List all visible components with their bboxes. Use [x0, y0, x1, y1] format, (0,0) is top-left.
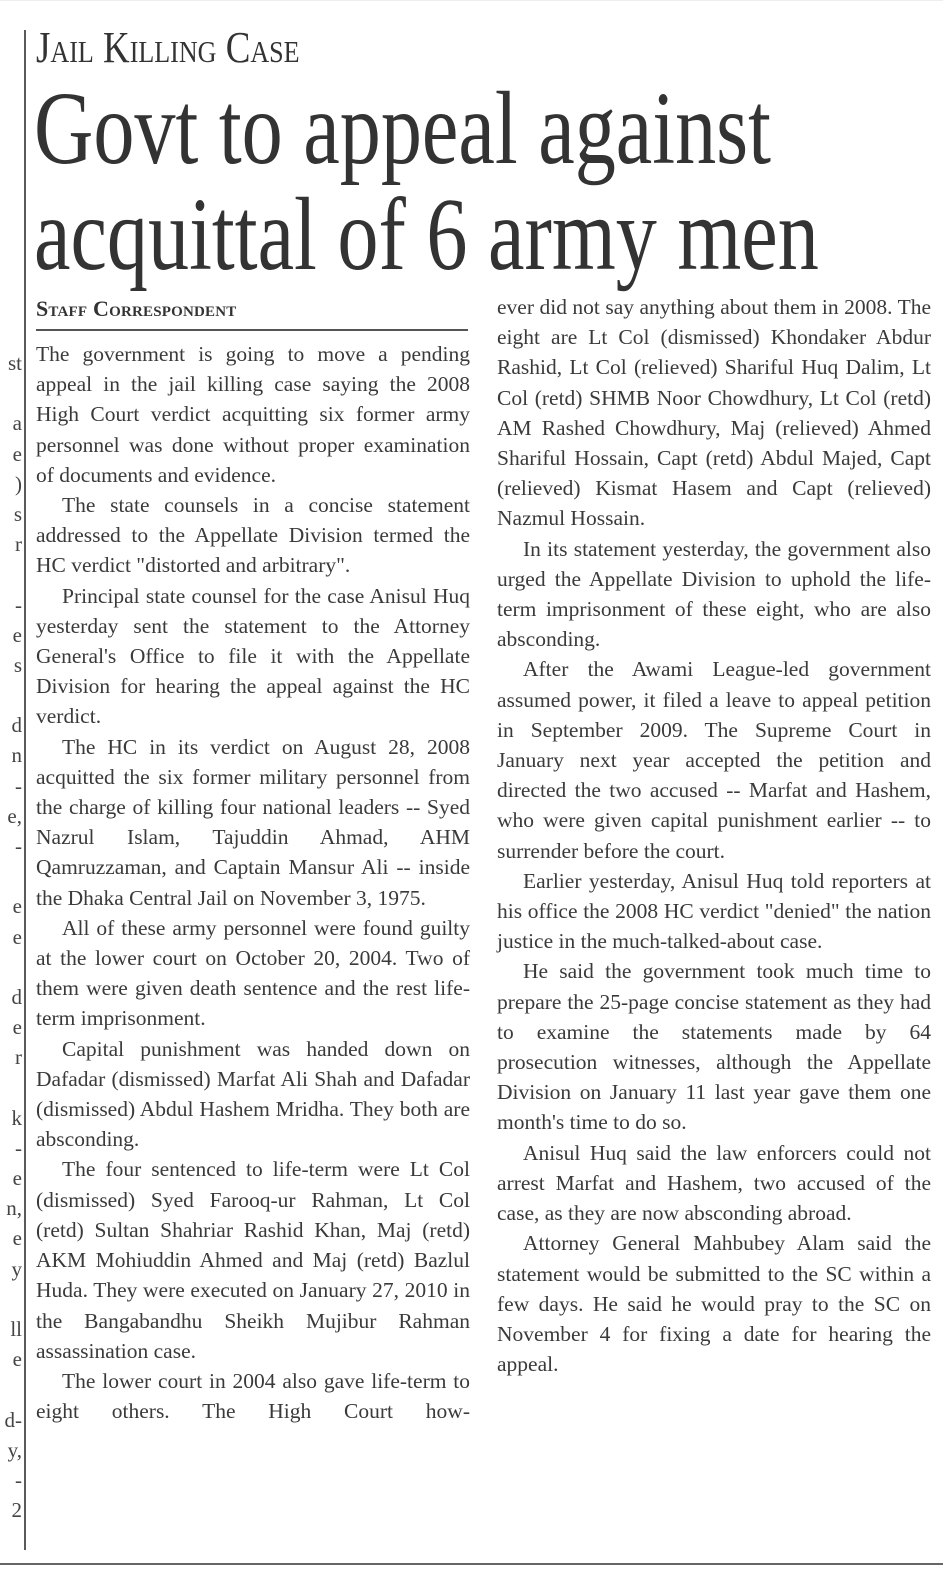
fragment-text: e	[12, 1226, 22, 1251]
fragment-text: d	[11, 713, 22, 738]
fragment-text: y,	[7, 1437, 22, 1462]
fragment-text	[0, 861, 22, 891]
fragment-text: e	[12, 1166, 22, 1191]
article-headline	[34, 71, 943, 292]
paragraph: The lower court in 2004 also gave life-term to eight others. The High Court how-	[36, 1368, 470, 1424]
top-border	[0, 0, 943, 1]
fragment-text: e	[12, 1015, 22, 1040]
fragment-text: -	[15, 1467, 22, 1492]
article-column-1	[36, 339, 470, 1426]
column-divider-rule	[24, 30, 26, 1550]
fragment-text: n	[11, 743, 22, 768]
fragment-text: d-	[4, 1407, 22, 1432]
fragment-text	[0, 952, 22, 982]
fragment-text: r	[15, 1045, 22, 1070]
paragraph: In its statement yesterday, the government also urged the Appellate Division to uphold the life-term imprisonment of these eight, who are also absconding.	[497, 536, 931, 652]
fragment-text: n,	[6, 1196, 22, 1221]
paragraph: The state counsels in a concise statement addressed to the Appellate Division termed the HC verdict "distorted and arbitrary".	[36, 493, 470, 578]
paragraph: After the Awami League-led government assumed power, it filed a leave to appeal petition in September 2009. The Supreme Court in January next year accepted the petition and directed the two accused -- Marfat and Hashem, who were given capital punishment earlier -- to surrender before the court.	[497, 657, 931, 863]
fragment-text: s	[13, 652, 22, 677]
paragraph: The HC in its verdict on August 28, 2008 acquitted the six former military personnel from the charge of killing four national leaders -- Syed Nazrul Islam, Tajuddin Ahmad, AHM Qamruzzaman, and Captain Mansur Ali -- inside the Dhaka Central Jail on November 3, 1975.	[36, 734, 470, 910]
adjacent-article-fragment-column	[0, 348, 22, 1525]
paragraph: The government is going to move a pending appeal in the jail killing case saying the 2008 High Court verdict acquitting six former army personnel was done without proper examination of documents and evidence.	[36, 342, 470, 487]
fragment-text: ll	[10, 1317, 22, 1341]
fragment-text: e	[12, 441, 22, 466]
paragraph: Attorney General Mahbubey Alam said the statement would be submitted to the SC within a few days. He said he would pray to the SC on November 4 for fixing a date for hearing the appeal.	[497, 1231, 931, 1377]
bottom-border-rule	[0, 1563, 943, 1565]
byline-underline-rule	[36, 329, 468, 331]
fragment-text: -	[15, 592, 22, 617]
article-byline: Staff Correspondent	[36, 296, 237, 321]
fragment-text: e	[12, 894, 22, 919]
fragment-text: e	[12, 1347, 22, 1372]
paragraph: He said the government took much time to prepare the 25-page concise statement as they had to examine the statements made by 64 prosecution witnesses, although the Appellate Division on January 11 last year gave them one month's time to do so.	[497, 959, 931, 1135]
fragment-text: k	[11, 1105, 22, 1130]
fragment-text: e	[12, 924, 22, 949]
paragraph: Anisul Huq said the law enforcers could not arrest Marfat and Hashem, two accused of the case, as they are now absconding abroad.	[497, 1140, 931, 1226]
fragment-text	[0, 1374, 22, 1404]
article-kicker: Jail Killing Case	[36, 23, 300, 72]
paragraph: All of these army personnel were found guilty at the lower court on October 20, 2004. Two of them were given death sentence and the rest life-term imprisonment.	[36, 915, 470, 1031]
fragment-text	[0, 378, 22, 408]
paragraph: Capital punishment was handed down on Dafadar (dismissed) Marfat Ali Shah and Dafadar (dismissed) Abdul Hashem Mridha. They both are absconding.	[36, 1036, 470, 1152]
fragment-text: -	[15, 834, 22, 858]
fragment-text: e,	[7, 803, 22, 828]
fragment-text: -	[15, 1135, 22, 1160]
fragment-text	[0, 680, 22, 710]
fragment-text: e	[12, 622, 22, 647]
paragraph-continuation: ever did not say anything about them in 2008. The eight are Lt Col (dismissed) Khondaker Abdur Rashid, Lt Col (relieved) Shariful Huq Dalim, Lt Col (retd) SHMB Noor Chowdhury, Lt Col (retd) AM Rashed Chowdhury, Maj (relieved) Ahmed Shariful Hossain, Capt (retd) Abdul Majed, Capt (relieved) Kismat Hasem and Capt (relieved) Nazmul Hossain.	[497, 295, 931, 531]
headline-line-1: Govt to appeal against	[34, 71, 771, 186]
fragment-text	[0, 1073, 22, 1103]
headline-line-2: acquittal of 6 army men	[34, 177, 819, 292]
fragment-text: st	[7, 351, 22, 375]
fragment-text: r	[15, 532, 22, 557]
fragment-text: y	[11, 1256, 22, 1281]
paragraph: Earlier yesterday, Anisul Huq told reporters at his office the 2008 HC verdict "denied" the nation justice in the much-talked-about case.	[497, 868, 931, 954]
paragraph: Principal state counsel for the case Anisul Huq yesterday sent the statement to the Attorney General's Office to file it with the Appellate Division for hearing the appeal against the HC verdict.	[36, 583, 470, 729]
paragraph: The four sentenced to life-term were Lt Col (dismissed) Syed Farooq-ur Rahman, Lt Col (retd) Sultan Shahriar Rashid Khan, Maj (retd) AKM Mohiuddin Ahmed and Maj (retd) Bazlul Huda. They were executed on January 27, 2010 in the Bangabandhu Sheikh Mujibur Rahman assassination case.	[36, 1157, 470, 1363]
fragment-text: s	[13, 501, 22, 526]
fragment-text: -	[15, 773, 22, 798]
fragment-text: 2	[11, 1498, 22, 1523]
fragment-text: a	[12, 411, 22, 436]
article-column-2	[497, 292, 931, 1379]
fragment-text: )	[15, 471, 22, 496]
fragment-text	[0, 1284, 22, 1314]
fragment-text: d	[11, 984, 22, 1009]
fragment-text	[0, 559, 22, 589]
